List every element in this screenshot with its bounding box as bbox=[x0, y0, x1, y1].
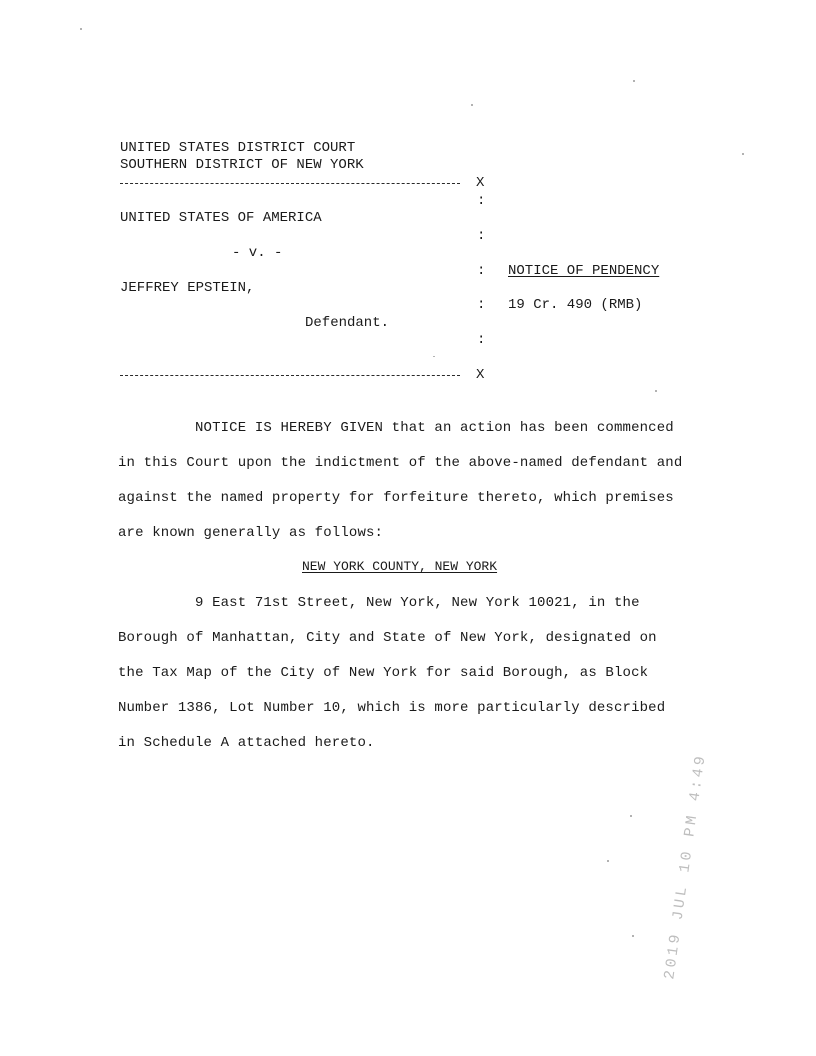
filing-stamp: 2019 JUL 10 PM 4:49 bbox=[661, 752, 710, 981]
defendant-label: Defendant. bbox=[305, 315, 390, 331]
notice-title: NOTICE OF PENDENCY bbox=[508, 263, 660, 279]
scan-speck bbox=[471, 104, 473, 106]
paragraph-1-line-3: against the named property for forfeiture thereto, which premises bbox=[118, 490, 674, 506]
scan-speck bbox=[632, 935, 634, 937]
scan-speck bbox=[607, 860, 609, 862]
plaintiff-name: UNITED STATES OF AMERICA bbox=[120, 210, 322, 226]
paragraph-2-line-3: the Tax Map of the City of New York for said Borough, as Block bbox=[118, 665, 649, 681]
paragraph-1-line-2: in this Court upon the indictment of the above-named defendant and bbox=[118, 455, 683, 471]
defendant-name: JEFFREY EPSTEIN, bbox=[120, 280, 255, 296]
scan-speck bbox=[80, 28, 82, 30]
scan-speck bbox=[742, 153, 744, 155]
paragraph-2-line-4: Number 1386, Lot Number 10, which is more particularly described bbox=[118, 700, 666, 716]
paragraph-1-line-1: NOTICE IS HEREBY GIVEN that an action has been commenced bbox=[118, 420, 674, 436]
caption-bottom-dashed-rule bbox=[120, 375, 460, 376]
paragraph-1-line-4: are known generally as follows: bbox=[118, 525, 384, 541]
caption-colon-1: : bbox=[477, 193, 486, 209]
caption-colon-2: : bbox=[477, 228, 486, 244]
paragraph-2-line-5: in Schedule A attached hereto. bbox=[118, 735, 375, 751]
versus-marker: - v. - bbox=[232, 245, 283, 261]
caption-colon-4: : bbox=[477, 297, 486, 313]
scan-speck bbox=[633, 80, 635, 82]
paragraph-2-line-2: Borough of Manhattan, City and State of New York, designated on bbox=[118, 630, 657, 646]
caption-colon-5: : bbox=[477, 332, 486, 348]
scan-speck bbox=[433, 356, 435, 357]
caption-x-bottom: X bbox=[476, 367, 485, 383]
caption-top-dashed-rule bbox=[120, 183, 460, 184]
court-name-line1: UNITED STATES DISTRICT COURT bbox=[120, 140, 356, 156]
caption-colon-3: : bbox=[477, 263, 486, 279]
caption-x-top: X bbox=[476, 175, 485, 191]
court-name-line2: SOUTHERN DISTRICT OF NEW YORK bbox=[120, 157, 364, 173]
paragraph-2-line-1: 9 East 71st Street, New York, New York 10021, in the bbox=[118, 595, 640, 611]
scan-speck bbox=[630, 815, 632, 817]
county-heading: NEW YORK COUNTY, NEW YORK bbox=[302, 559, 498, 574]
case-number: 19 Cr. 490 (RMB) bbox=[508, 297, 643, 313]
scan-speck bbox=[655, 390, 657, 392]
